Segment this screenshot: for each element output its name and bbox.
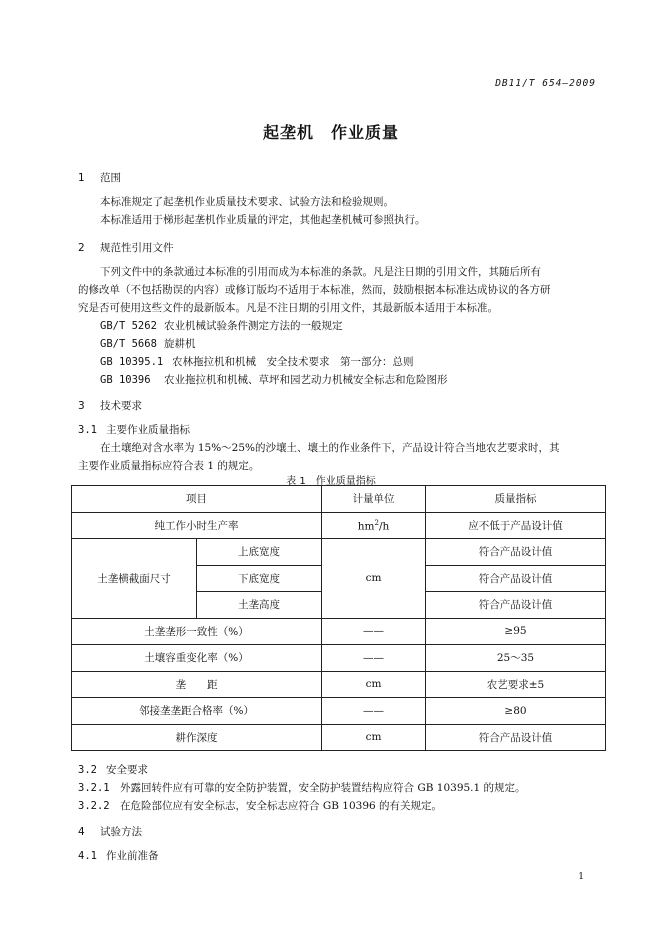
table-cell-value: 符合产品设计值 [426,565,606,592]
paragraph-line: 究是否可使用这些文件的最新版本。凡是不注日期的引用文件，其最新版本适用于本标准。 [78,302,498,314]
clause-3-2-2 [78,798,442,813]
table-cell-value: 农艺要求±5 [426,671,606,698]
table-cell-unit: —— [322,618,426,645]
clause-3-2-1 [78,780,526,795]
table-cell-subitem: 土垄高度 [197,592,322,619]
table-header-row [72,486,606,513]
paragraph-line: 在土壤绝对含水率为 15%～25%的沙壤土、壤土的作业条件下，产品设计符合当地农艺要求时，其 [100,442,560,454]
section-number: 2 [78,242,85,254]
subsection-4-1-heading [78,848,159,863]
paragraph-line: 的修改单（不包括勘误的内容）或修订版均不适用于本标准，然而，鼓励根据本标准达成协议的各方研 [78,284,551,296]
reference-code: GB 10396 [100,374,151,386]
table-row [72,645,606,672]
section-1-heading [78,170,121,185]
table-row [72,698,606,725]
paragraph-line: 主要作业质量指标应符合表 1 的规定。 [78,460,260,472]
reference-name: 农林拖拉机和机械 安全技术要求 第一部分：总则 [172,356,414,368]
reference-item [100,354,414,369]
section-number: 1 [78,172,85,184]
table-cell-item: 土壤容重变化率（%） [72,645,322,672]
subsection-number: 3.2 [78,764,97,776]
paragraph-line: 下列文件中的条款通过本标准的引用而成为本标准的条款。凡是注日期的引用文件，其随后所有 [100,266,541,278]
subsection-3-2-heading [78,762,148,777]
table-row [72,671,606,698]
table-cell-unit: cm [322,724,426,751]
table-cell-group-label: 土垄横截面尺寸 [72,539,197,619]
table-cell-value: 符合产品设计值 [426,592,606,619]
table-header-cell: 质量指标 [426,486,606,513]
clause-text: 外露回转件应有可靠的安全防护装置，安全防护装置结构应符合 GB 10395.1 的规定。 [120,782,526,794]
page-number: 1 [578,872,584,882]
table-cell-unit: cm [322,671,426,698]
section-title: 技术要求 [100,400,142,412]
section-number: 3 [78,400,85,412]
subsection-title: 主要作业质量指标 [106,424,190,436]
quality-index-table [71,485,606,751]
table-caption: 表 1 作业质量指标 [286,476,376,487]
subsection-number: 4.1 [78,850,97,862]
unit-base: hm [357,520,375,532]
table-cell-item: 邻接垄垄距合格率（%） [72,698,322,725]
unit-superscript: 2 [374,518,379,527]
table-cell-subitem: 上底宽度 [197,539,322,566]
reference-code: GB/T 5262 [100,320,157,332]
table-row [72,512,606,539]
table-header-cell: 计量单位 [322,486,426,513]
clause-text: 在危险部位应有安全标志，安全标志应符合 GB 10396 的有关规定。 [120,800,443,812]
unit-tail: /h [378,520,390,532]
table-cell-value: 符合产品设计值 [426,539,606,566]
section-3-heading [78,398,142,413]
table-cell-item: 纯工作小时生产率 [72,512,322,539]
table-cell-item: 垄 距 [72,671,322,698]
clause-number: 3.2.2 [78,800,110,812]
table-cell-item: 耕作深度 [72,724,322,751]
document-id: DB11/T 654—2009 [495,78,596,89]
reference-name: 农业拖拉机和机械、草坪和园艺动力机械安全标志和危险图形 [164,374,448,386]
subsection-title: 作业前准备 [106,850,159,862]
table-cell-value: ≥80 [426,698,606,725]
table-header-cell: 项目 [72,486,322,513]
table-cell-item: 土垄垄形一致性（%） [72,618,322,645]
table-cell-unit: cm [322,539,426,619]
section-2-heading [78,240,174,255]
section-4-heading [78,824,142,839]
section-title: 试验方法 [100,826,142,838]
subsection-3-1-heading [78,422,190,437]
clause-number: 3.2.1 [78,782,110,794]
reference-name: 旋耕机 [164,338,196,350]
document-title: 起垄机 作业质量 [262,123,399,142]
reference-code: GB/T 5668 [100,338,157,350]
paragraph: 本标准规定了起垄机作业质量技术要求、试验方法和检验规则。 [100,196,394,208]
reference-item [100,336,196,351]
paragraph: 本标准适用于梯形起垄机作业质量的评定，其他起垄机械可参照执行。 [100,214,426,226]
table-cell-subitem: 下底宽度 [197,565,322,592]
table-cell-value: 符合产品设计值 [426,724,606,751]
subsection-title: 安全要求 [106,764,148,776]
table-row [72,724,606,751]
table-cell-value: 25～35 [426,645,606,672]
table-cell-unit [322,512,426,539]
table-cell-value: 应不低于产品设计值 [426,512,606,539]
table-cell-value: ≥95 [426,618,606,645]
reference-name: 农业机械试验条件测定方法的一般规定 [164,320,343,332]
section-title: 规范性引用文件 [100,242,174,254]
reference-item [100,372,448,387]
table-row [72,618,606,645]
subsection-number: 3.1 [78,424,97,436]
table-row [72,539,606,566]
table-cell-unit: —— [322,645,426,672]
table-cell-unit: —— [322,698,426,725]
section-title: 范围 [100,172,121,184]
reference-item [100,318,343,333]
reference-code: GB 10395.1 [100,356,164,368]
section-number: 4 [78,826,85,838]
